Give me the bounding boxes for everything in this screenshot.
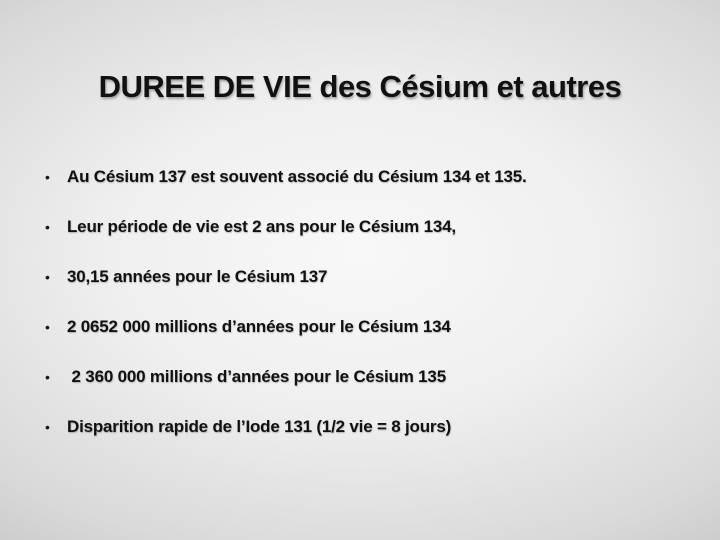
bullet-item — [40, 152, 690, 202]
bullet-marker: • — [45, 369, 50, 385]
bullet-text: Leur période de vie est 2 ans pour le Césium 134, — [67, 217, 456, 236]
bullet-marker: • — [45, 269, 50, 285]
bullet-text: Au Césium 137 est souvent associé du Césium 134 et 135. — [67, 167, 527, 186]
bullet-text: 30,15 années pour le Césium 137 — [67, 267, 328, 286]
bullet-marker: • — [45, 419, 50, 435]
bullet-marker: • — [45, 319, 50, 335]
bullet-item — [40, 352, 690, 402]
bullet-item — [40, 252, 690, 302]
bullet-list — [40, 152, 690, 452]
bullet-item — [40, 402, 690, 452]
bullet-marker: • — [45, 219, 50, 235]
slide-title: DUREE DE VIE des Césium et autres — [98, 68, 622, 104]
bullet-item — [40, 302, 690, 352]
bullet-text: Disparition rapide de l’Iode 131 (1/2 vie = 8 jours) — [67, 417, 452, 436]
bullet-text: 2 360 000 millions d’années pour le Césium 135 — [67, 367, 446, 386]
bullet-marker: • — [45, 169, 50, 185]
bullet-item — [40, 202, 690, 252]
bullet-text: 2 0652 000 millions d’années pour le Césium 134 — [67, 317, 451, 336]
